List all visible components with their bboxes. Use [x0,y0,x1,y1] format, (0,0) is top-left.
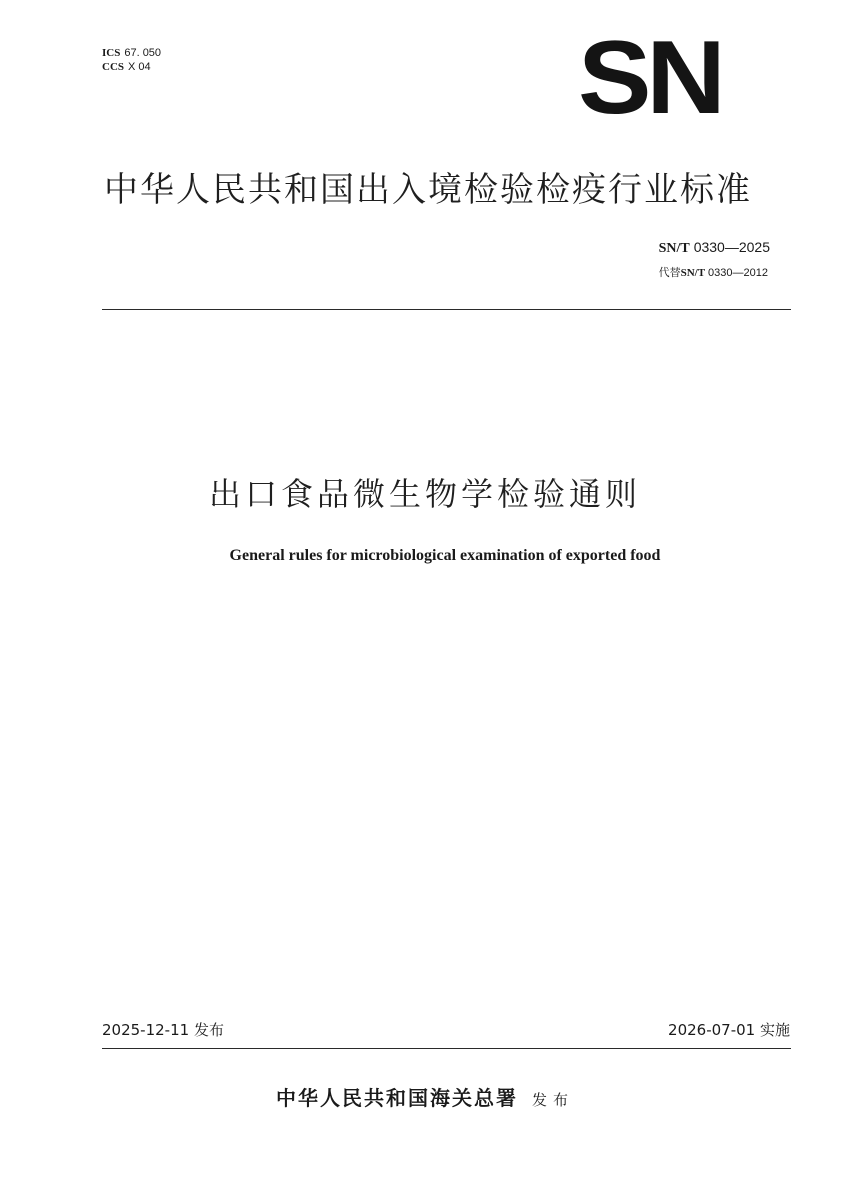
standard-prefix: SN/T [658,241,690,256]
ics-label: ICS [102,47,121,59]
replaces-prefix: SN/T [680,267,706,279]
implementation-date: 2026-07-01 实施 [668,1021,790,1039]
replaces-standard [659,266,768,280]
publisher [0,1084,850,1114]
top-divider [102,309,791,310]
ics-code [102,46,161,60]
ccs-code [102,60,161,74]
document-title-chinese: 出口食品微生物学检验通则 [208,475,641,513]
ics-value: 67. 050 [124,47,162,59]
replaces-code: 0330—2012 [708,267,768,279]
classification-codes [102,46,161,74]
bottom-divider [102,1048,791,1049]
publisher-suffix: 发布 [531,1091,574,1109]
ccs-value: X 04 [128,61,151,73]
publisher-name: 中华人民共和国海关总署 [275,1086,518,1110]
organization-title: 中华人民共和国出入境检验检疫行业标准 [104,170,752,210]
replaces-label: 代替 [658,266,681,279]
sn-logo: SN [578,20,721,136]
ccs-label: CCS [102,61,125,73]
standard-number [659,238,770,258]
issue-date: 2025-12-11 发布 [102,1021,224,1039]
standard-code: 0330—2025 [693,239,770,255]
document-title-english: General rules for microbiological examination of exported food [229,547,661,564]
